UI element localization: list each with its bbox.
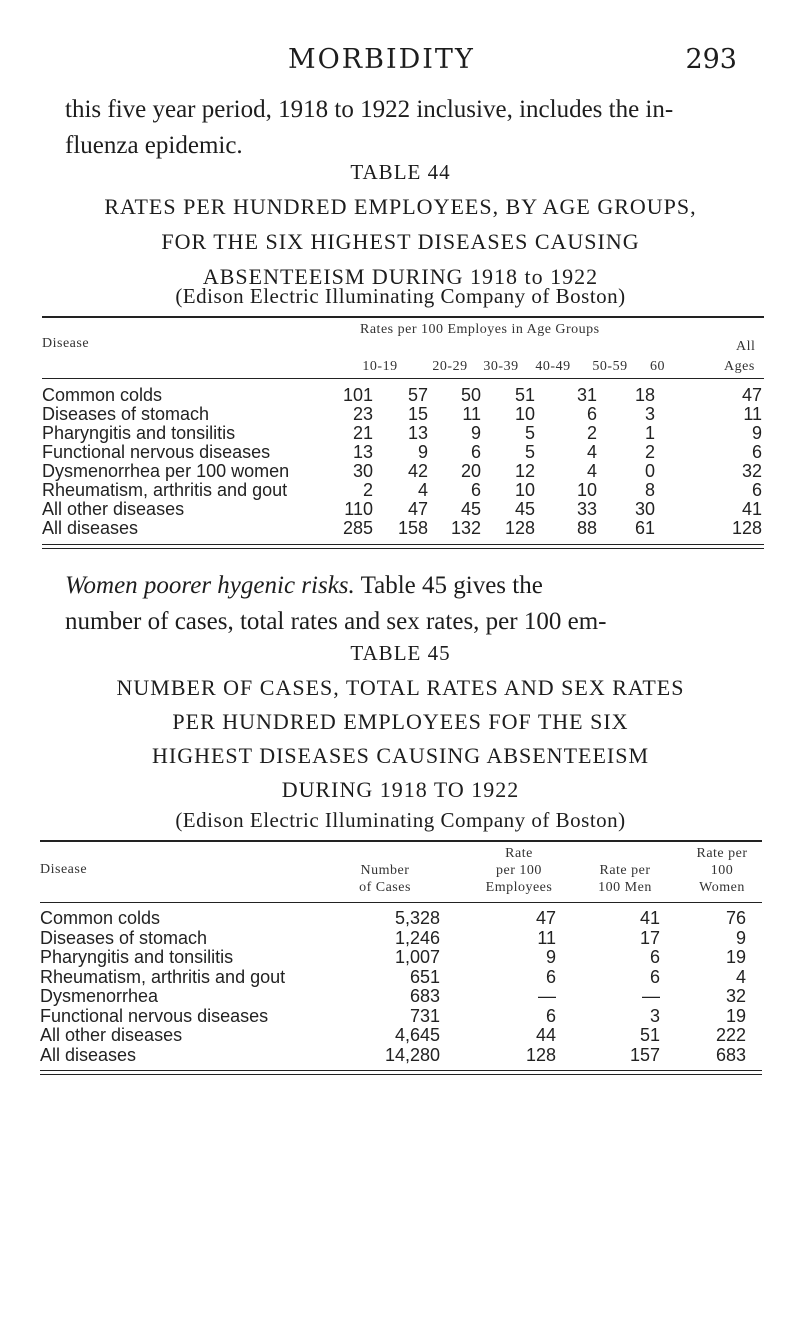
rate-cell: 128	[504, 518, 535, 538]
table45-title-line: NUMBER OF CASES, TOTAL RATES AND SEX RATES	[116, 675, 685, 700]
cases-cell: 14,280	[384, 1044, 440, 1065]
disease-cell: Common colds	[40, 908, 161, 928]
table45-header-rate-women	[672, 845, 772, 896]
disease-cell: Functional nervous diseases	[42, 442, 271, 462]
table45-source: (Edison Electric Illuminating Company of Boston)	[175, 808, 626, 832]
rate-cell: 51	[514, 385, 535, 405]
table-row	[42, 519, 768, 538]
rate-cell: 0	[644, 461, 655, 481]
table45-title	[40, 671, 761, 807]
rate-cell: 6	[649, 947, 660, 967]
rate-cell: 6	[751, 480, 762, 500]
table-row	[40, 968, 768, 988]
rate-cell: 57	[407, 385, 428, 405]
table45-top-rule	[40, 840, 762, 842]
rate-cell: 4	[417, 480, 428, 500]
table44-header-rule	[42, 378, 764, 379]
cases-cell: 4,645	[394, 1025, 440, 1045]
rate-cell: 32	[725, 986, 746, 1006]
disease-cell: Diseases of stomach	[42, 404, 210, 424]
rate-cell: 61	[634, 518, 655, 538]
cases-cell: 1,246	[394, 927, 440, 948]
disease-cell: Functional nervous diseases	[40, 1005, 269, 1026]
header-line: Employees	[485, 880, 553, 895]
rate-cell: 42	[407, 461, 428, 481]
rate-cell: 47	[535, 908, 556, 928]
table44-title	[40, 189, 761, 294]
table44-label: TABLE 44	[350, 160, 451, 184]
rate-cell: 132	[450, 518, 481, 538]
rate-cell: 128	[525, 1044, 556, 1065]
table-row	[42, 405, 768, 424]
table45-header-rate-men	[570, 862, 680, 896]
rate-cell: 6	[545, 966, 556, 987]
rate-cell: 88	[576, 518, 597, 538]
rate-cell: 11	[743, 404, 762, 424]
table44-bottom-rule	[42, 544, 764, 549]
section-heading: Women poorer hygenic risks.	[65, 572, 355, 599]
cases-cell: 5,328	[394, 908, 440, 928]
disease-cell: All diseases	[42, 518, 139, 538]
rate-cell: 32	[741, 461, 762, 481]
rate-cell: 157	[629, 1044, 660, 1065]
mid-line-rest: Table 45 gives the	[354, 572, 543, 599]
disease-cell: Rheumatism, arthritis and gout	[42, 480, 288, 500]
disease-cell: Common colds	[42, 385, 163, 405]
rate-cell: 101	[342, 385, 373, 405]
table45-header-disease: Disease	[40, 862, 88, 877]
table45-bottom-rule	[40, 1070, 762, 1075]
table-row	[40, 948, 768, 968]
rate-cell: 3	[644, 404, 655, 424]
table-row	[42, 481, 768, 500]
disease-cell: All other diseases	[40, 1025, 183, 1045]
rate-cell: 13	[352, 442, 373, 462]
table-row	[40, 1007, 768, 1027]
rate-cell: 6	[470, 480, 481, 500]
table45-title-line: HIGHEST DISEASES CAUSING ABSENTEEISM	[151, 743, 650, 768]
cases-cell: 731	[409, 1005, 440, 1026]
disease-cell: All other diseases	[42, 499, 185, 519]
table44-title-line: FOR THE SIX HIGHEST DISEASES CAUSING	[161, 229, 640, 254]
rate-cell: 19	[725, 1005, 746, 1026]
table44-header-col: 50-59	[592, 359, 628, 374]
table44-header-col: 20-29	[432, 359, 468, 374]
rate-cell: 4	[735, 966, 746, 987]
page-header	[0, 44, 801, 84]
rate-cell: 19	[725, 947, 746, 967]
table44-header-disease: Disease	[42, 336, 90, 351]
rate-cell: 33	[576, 499, 597, 519]
intro-paragraph	[65, 92, 765, 164]
rate-cell: 128	[731, 518, 762, 538]
table44-header-col: Ages	[724, 359, 755, 374]
rate-cell: 31	[576, 385, 597, 405]
rate-cell: 222	[715, 1025, 746, 1045]
rate-cell: 44	[535, 1025, 556, 1045]
table-row	[42, 386, 768, 405]
header-line: Rate per	[696, 846, 748, 861]
rate-cell: 45	[460, 499, 481, 519]
header-line: of Cases	[359, 880, 411, 895]
rate-cell: 2	[586, 423, 597, 443]
rate-cell: 9	[751, 423, 762, 443]
rate-cell: 41	[639, 908, 660, 928]
rate-cell: 76	[725, 908, 746, 928]
rate-cell: 41	[741, 499, 762, 519]
disease-cell: Dysmenorrhea	[40, 986, 159, 1006]
rate-cell: 11	[462, 404, 481, 424]
rate-cell: 10	[514, 480, 535, 500]
table44-header-col: 60	[650, 359, 665, 374]
header-line: Women	[699, 880, 745, 895]
rate-cell: 110	[344, 499, 373, 519]
disease-cell: Pharyngitis and tonsilitis	[40, 947, 234, 967]
rate-cell: 5	[524, 442, 535, 462]
disease-cell: All diseases	[40, 1044, 137, 1065]
rate-cell: 6	[751, 442, 762, 462]
mid-paragraph	[65, 568, 765, 640]
rate-cell: 47	[741, 385, 762, 405]
rate-cell: 683	[715, 1044, 746, 1065]
rate-cell: 3	[649, 1005, 660, 1026]
rate-cell: —	[642, 986, 660, 1006]
disease-cell: Dysmenorrhea per 100 women	[42, 461, 290, 481]
mid-line: number of cases, total rates and sex rates, per 100 em-	[65, 608, 607, 635]
table44-header-col: 10-19	[362, 359, 398, 374]
table44-top-rule	[42, 316, 764, 318]
rate-cell: 12	[514, 461, 535, 481]
table-row	[42, 424, 768, 443]
table44	[42, 386, 768, 538]
rate-cell: 6	[586, 404, 597, 424]
rate-cell: 10	[576, 480, 597, 500]
disease-cell: Pharyngitis and tonsilitis	[42, 423, 236, 443]
table-row	[42, 500, 768, 519]
table45	[40, 909, 768, 1065]
rate-cell: 13	[407, 423, 428, 443]
rate-cell: 10	[514, 404, 535, 424]
table44-source: (Edison Electric Illuminating Company of Boston)	[175, 284, 626, 308]
rate-cell: 9	[545, 947, 556, 967]
rate-cell: 30	[634, 499, 655, 519]
mid-line	[65, 568, 765, 604]
table-row	[40, 987, 768, 1007]
rate-cell: 23	[352, 404, 373, 424]
rate-cell: 18	[634, 385, 655, 405]
rate-cell: 2	[362, 480, 373, 500]
table44-header-col: 30-39	[483, 359, 519, 374]
header-line: 100	[710, 863, 734, 878]
header-line: Rate	[505, 846, 533, 861]
rate-cell: 15	[407, 404, 428, 424]
rate-cell: 4	[586, 442, 597, 462]
header-line: per 100	[496, 863, 542, 878]
page-number: 293	[685, 44, 737, 75]
table-row	[42, 462, 768, 481]
cases-cell: 651	[409, 966, 440, 987]
rate-cell: 2	[644, 442, 655, 462]
rate-cell: 51	[639, 1025, 660, 1045]
table45-title-line: DURING 1918 TO 1922	[281, 777, 520, 802]
running-title: MORBIDITY	[288, 44, 475, 75]
table-row	[40, 929, 768, 949]
rate-cell: 285	[342, 518, 373, 538]
table44-title-line: RATES PER HUNDRED EMPLOYEES, BY AGE GROUPS,	[104, 194, 697, 219]
rate-cell: 45	[514, 499, 535, 519]
header-line: 100 Men	[598, 880, 652, 895]
table45-header-number	[330, 862, 440, 896]
rate-cell: 6	[470, 442, 481, 462]
table44-header-group: Rates per 100 Employes in Age Groups	[360, 322, 600, 337]
cases-cell: 683	[409, 986, 440, 1006]
table-row	[40, 1046, 768, 1066]
rate-cell: 30	[352, 461, 373, 481]
table44-title-line: ABSENTEEISM DURING 1918 to 1922	[202, 264, 599, 289]
header-line: Number	[360, 863, 410, 878]
table-row	[42, 443, 768, 462]
disease-cell: Rheumatism, arthritis and gout	[40, 966, 286, 987]
intro-line: this five year period, 1918 to 1922 inclusive, includes the in-	[65, 96, 674, 123]
disease-cell: Diseases of stomach	[40, 927, 208, 948]
table45-header-rate-employees	[464, 845, 574, 896]
cases-cell: 1,007	[394, 947, 440, 967]
rate-cell: 9	[417, 442, 428, 462]
rate-cell: 50	[460, 385, 481, 405]
table44-header-all: All	[736, 339, 756, 354]
table44-header-col: 40-49	[535, 359, 571, 374]
rate-cell: 17	[639, 927, 660, 948]
rate-cell: 11	[537, 927, 556, 948]
rate-cell: 6	[649, 966, 660, 987]
rate-cell: —	[538, 986, 556, 1006]
rate-cell: 4	[586, 461, 597, 481]
table45-label: TABLE 45	[350, 641, 451, 665]
table45-header-rule	[40, 902, 762, 903]
rate-cell: 47	[407, 499, 428, 519]
table45-title-line: PER HUNDRED EMPLOYEES FOF THE SIX	[172, 709, 629, 734]
table-row	[40, 909, 768, 929]
rate-cell: 20	[460, 461, 481, 481]
rate-cell: 9	[735, 927, 746, 948]
header-line: Rate per	[599, 863, 651, 878]
table-row	[40, 1026, 768, 1046]
intro-line: fluenza epidemic.	[65, 132, 243, 159]
rate-cell: 8	[644, 480, 655, 500]
rate-cell: 158	[397, 518, 428, 538]
rate-cell: 9	[470, 423, 481, 443]
rate-cell: 5	[524, 423, 535, 443]
rate-cell: 1	[644, 423, 655, 443]
rate-cell: 6	[545, 1005, 556, 1026]
rate-cell: 21	[352, 423, 373, 443]
